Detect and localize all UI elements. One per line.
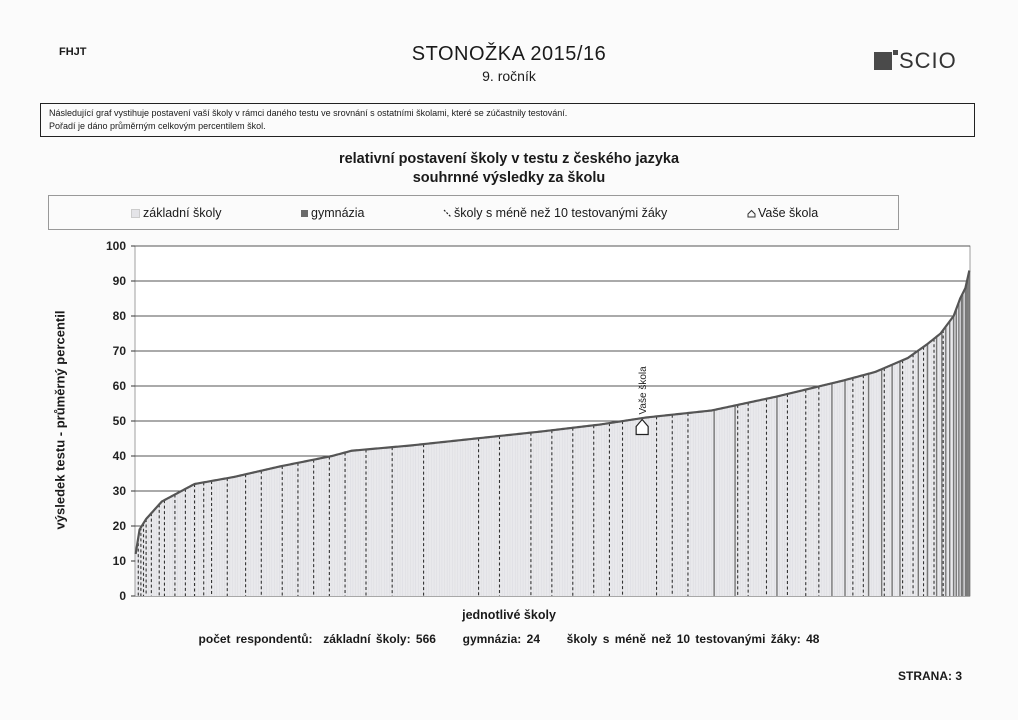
legend-label-yours: Vaše škola (758, 206, 819, 220)
y-tick-label: 20 (112, 519, 126, 533)
y-tick-label: 70 (112, 344, 126, 358)
y-tick-label: 30 (112, 484, 126, 498)
legend-label-basic: základní školy (143, 206, 222, 220)
y-tick-label: 50 (112, 414, 126, 428)
info-line-1: Následující graf vystihuje postavení vaší školy v rámci daného testu ve srovnání s ostatními školami, které se zúčastnily testování. (49, 108, 568, 118)
y-tick-label: 100 (105, 239, 126, 253)
y-tick-label: 10 (112, 554, 126, 568)
report-title: STONOŽKA 2015/16 (411, 43, 607, 65)
legend-label-gymnazia: gymnázia (311, 206, 365, 220)
chart-subtitle: souhrnné výsledky za školu (412, 170, 606, 186)
y-tick-label: 90 (112, 274, 126, 288)
y-tick-label: 60 (112, 379, 126, 393)
y-tick-label: 0 (119, 589, 126, 603)
respondents-gymnazia: gymnázia: 24 (462, 632, 540, 646)
respondents-label: počet respondentů: (198, 632, 313, 646)
legend-label-few: školy s méně než 10 testovanými žáky (454, 206, 668, 220)
your-school-label: Vaše škola (638, 366, 650, 415)
y-tick-label: 40 (112, 449, 126, 463)
logo-text: SCIO (899, 48, 957, 73)
x-axis-label: jednotlivé školy (462, 608, 556, 622)
respondents-summary (0, 632, 1018, 646)
respondents-few: školy s méně než 10 testovanými žáky: 48 (566, 632, 820, 646)
chart-title: relativní postavení školy v testu z českého jazyka (338, 151, 680, 167)
page-number: STRANA: 3 (898, 669, 963, 683)
y-axis-label: výsledek testu - průměrný percentil (52, 310, 68, 530)
respondents-basic: základní školy: 566 (323, 632, 436, 646)
report-code: FHJT (59, 46, 87, 58)
report-subtitle: 9. ročník (482, 68, 536, 84)
info-line-2: Pořadí je dáno průměrným celkovým percentilem škol. (49, 121, 266, 131)
y-tick-label: 80 (112, 309, 126, 323)
